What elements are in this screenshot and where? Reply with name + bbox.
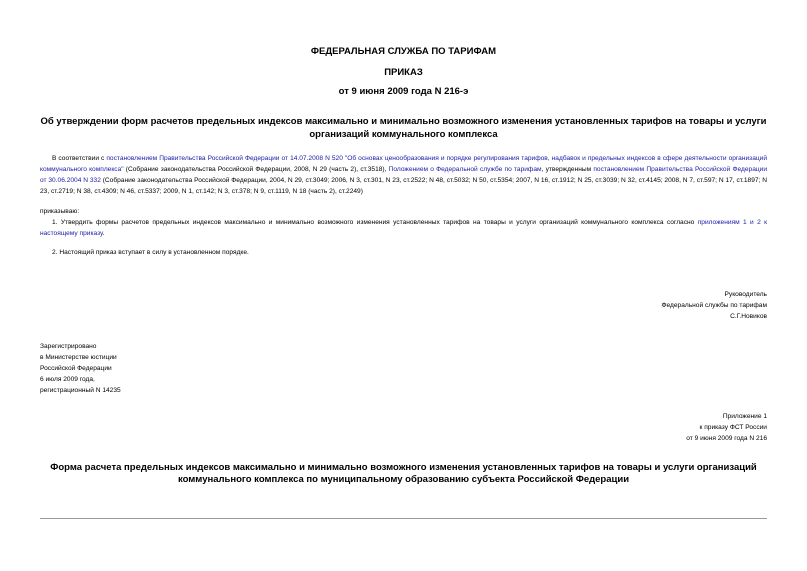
appendix-date: от 9 июня 2009 года N 216 — [686, 435, 767, 442]
order-word: приказываю: — [40, 208, 80, 215]
document-title: Об утверждении форм расчетов предельных индексов максимально и минимально возможного изменения установленных тарифов на товары и услуги организаций коммунального комплекса — [40, 116, 767, 140]
horizontal-rule — [40, 518, 767, 519]
order-item-1 — [40, 217, 767, 239]
signature-name: С.Г.Новиков — [730, 313, 767, 320]
form-title: Форма расчета предельных индексов максимально и минимально возможного изменения установленных тарифов на товары и услуги организаций коммунального комплекса по муниципальному образованию субъекта Российской Федерации — [50, 462, 757, 485]
document-type: ПРИКАЗ — [384, 67, 423, 78]
registration-number: регистрационный N 14235 — [40, 387, 121, 394]
appendix-label: Приложение 1 — [722, 413, 767, 420]
preamble-paragraph — [40, 153, 767, 197]
document-date-number: от 9 июня 2009 года N 216-э — [338, 86, 469, 97]
link-government-decree-332[interactable]: постановлением Правительства Российской Федерации от 30.06.2004 N 332 — [40, 166, 768, 184]
link-fts-regulation[interactable]: Положением о Федеральной службе по тарифам — [388, 166, 542, 173]
order-item-2: 2. Настоящий приказ вступает в силу в установленном порядке. — [52, 249, 249, 256]
agency-name: ФЕДЕРАЛЬНАЯ СЛУЖБА ПО ТАРИФАМ — [310, 46, 497, 57]
order-item-1-end: . — [102, 230, 105, 237]
appendix-ref: к приказу ФСТ России — [699, 424, 767, 431]
registration-line-3: Российской Федерации — [40, 365, 112, 372]
preamble-text-1: В соответствии с — [52, 155, 107, 162]
preamble-text-4: (Собрание законодательства Российской Федерации, 2004, N 29, ст.3049; 2006, N 3, ст.301, N 23, ст.2522; N 48, ст.5032; N 50, ст.5354; 2007, N 16, ст.1912; N 25, ст.3039; N 32, ст.4145; 2008, N 7, ст.597; N 17, ст.1897; N 23, ст.2719; N 38, ст.4309; N 46, ст.5337; 2009, N 1, ст.142; N 3, ст.378; N 9, ст.1119, N 18 (часть 2), ст.2249) — [40, 177, 767, 195]
signature-agency: Федеральной службы по тарифам — [661, 302, 767, 309]
registration-line-2: в Министерстве юстиции — [40, 354, 117, 361]
link-government-decree-520[interactable]: постановлением Правительства Российской Федерации от 14.07.2008 N 520 "Об основах ценообразования и порядке регулирования тарифов, надбавок и предельных индексов в сфере деятельности организаций коммунального комплекса" — [40, 155, 768, 173]
registration-block — [40, 341, 121, 396]
registration-date: 6 июля 2009 года, — [40, 376, 95, 383]
link-appendices[interactable]: приложениям 1 и 2 к настоящему приказу — [40, 219, 767, 237]
signature-position: Руководитель — [724, 291, 767, 298]
signature-block — [662, 289, 768, 322]
appendix-header — [686, 411, 767, 444]
preamble-text-3: , утвержденным — [541, 166, 594, 173]
preamble-text-2: (Собрание законодательства Российской Федерации, 2008, N 29 (часть 2), ст.3518), — [123, 166, 389, 173]
order-item-1-text: 1. Утвердить формы расчетов предельных индексов максимально и минимально возможного изменения установленных тарифов на товары и услуги организаций коммунального комплекса согласно — [52, 219, 698, 226]
registration-line-1: Зарегистрировано — [40, 343, 97, 350]
